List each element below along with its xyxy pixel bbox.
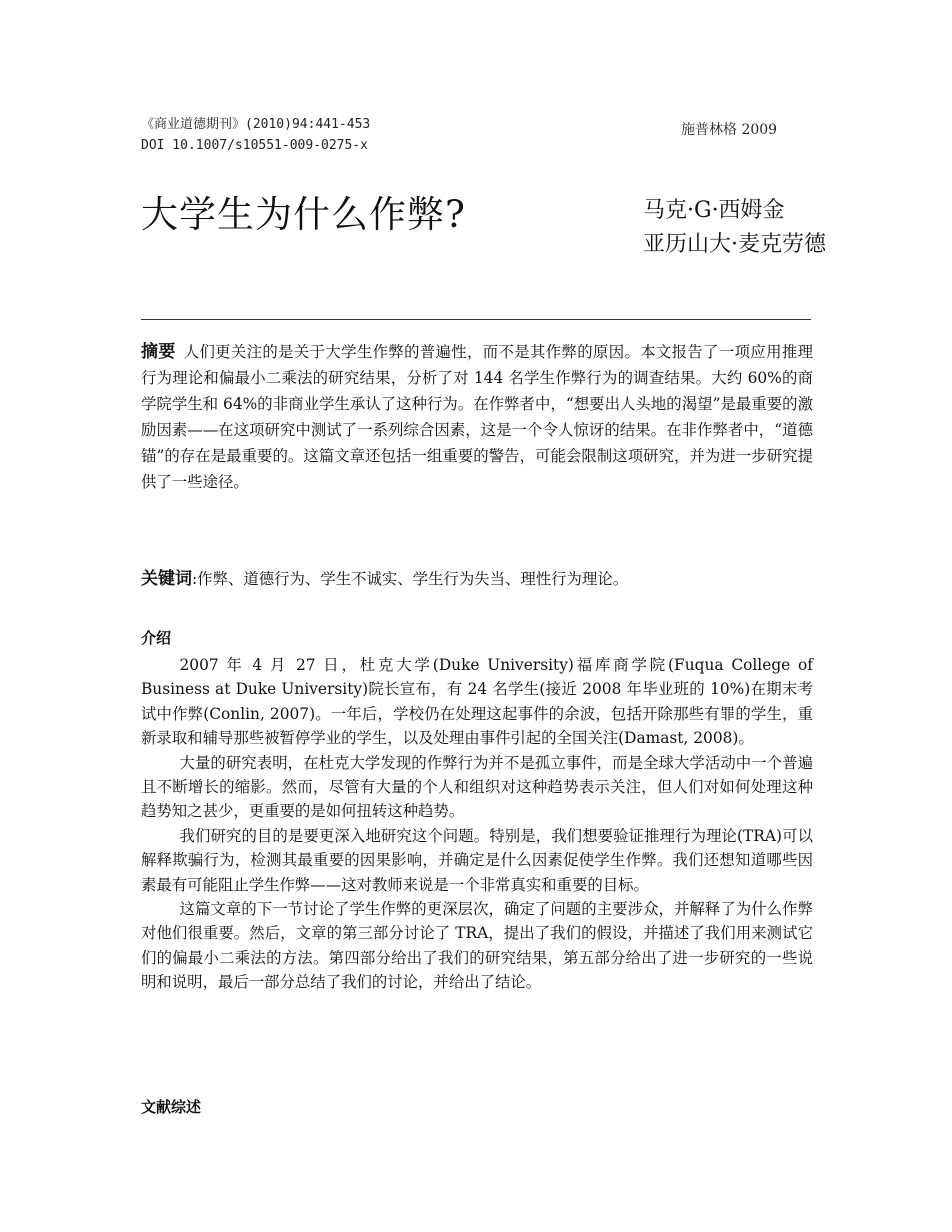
abstract xyxy=(141,339,813,495)
keywords-text: :作弊、道德行为、学生不诚实、学生行为失当、理性行为理论。 xyxy=(192,570,629,588)
journal-citation: 《商业道德期刊》(2010)94:441-453 xyxy=(141,117,371,132)
body-paragraph: 大量的研究表明，在杜克大学发现的作弊行为并不是孤立事件，而是全球大学活动中一个普遍且不断增长的缩影。然而，尽管有大量的个人和组织对这种趋势表示关注，但人们对如何处理这种趋势知之甚少，更重要的是如何扭转这种趋势。 xyxy=(141,753,813,821)
publisher-line: 施普林格 2009 xyxy=(681,122,778,138)
section-heading-introduction: 介绍 xyxy=(141,629,172,647)
abstract-text: 人们更关注的是关于大学生作弊的普遍性，而不是其作弊的原因。本文报告了一项应用推理行为理论和偏最小二乘法的研究结果，分析了对 144 名学生作弊行为的调查结果。大约 60%的商学院学生和 64%的非商业学生承认了这种行为。在作弊者中，“想要出人头地的渴望”是最重要的激励因素——在这项研究中测试了一系列综合因素，这是一个令人惊讶的结果。在非作弊者中，“道德锚”的存在是最重要的。这篇文章还包括一组重要的警告，可能会限制这项研究，并为进一步研究提供了一些途径。 xyxy=(141,343,813,491)
body-paragraph: 我们研究的目的是要更深入地研究这个问题。特别是，我们想要验证推理行为理论(TRA)可以解释欺骗行为，检测其最重要的因果影响，并确定是什么因素促使学生作弊。我们还想知道哪些因素最有可能阻止学生作弊——这对教师来说是一个非常真实和重要的目标。 xyxy=(141,826,813,894)
section-heading-literature-review: 文献综述 xyxy=(141,1098,202,1116)
keywords xyxy=(141,566,813,592)
doi-line: DOI 10.1007/s10551-009-0275-x xyxy=(141,138,368,153)
journal-citation-block xyxy=(141,114,370,156)
title-divider xyxy=(141,319,811,320)
body-paragraph: 这篇文章的下一节讨论了学生作弊的更深层次，确定了问题的主要涉众，并解释了为什么作弊对他们很重要。然后，文章的第三部分讨论了 TRA，提出了我们的假设，并描述了我们用来测试它们的偏最小二乘法的方法。第四部分给出了我们的研究结果，第五部分给出了进一步研究的一些说明和说明，最后一部分总结了我们的讨论，并给出了结论。 xyxy=(141,900,813,992)
abstract-label: 摘要 xyxy=(141,342,176,362)
article-title: 大学生为什么作弊? xyxy=(141,193,466,236)
author-list xyxy=(643,194,826,262)
body-paragraph: 2007 年 4 月 27 日，杜克大学(Duke University)福库商学院(Fuqua College of Business at Duke University)院长宣布，有 24 名学生(接近 2008 年毕业班的 10%)在期末考试中作弊(Conlin, 2007)。一年后，学校仍在处理这起事件的余波，包括开除那些有罪的学生，重新录取和辅导那些被暂停学业的学生，以及处理由事件引起的全国关注(Damast, 2008)。 xyxy=(141,656,813,748)
author-name: 亚历山大·麦克劳德 xyxy=(643,232,826,257)
keywords-label: 关键词 xyxy=(141,569,192,589)
introduction-body xyxy=(141,653,813,995)
author-name: 马克·G·西姆金 xyxy=(643,198,785,223)
